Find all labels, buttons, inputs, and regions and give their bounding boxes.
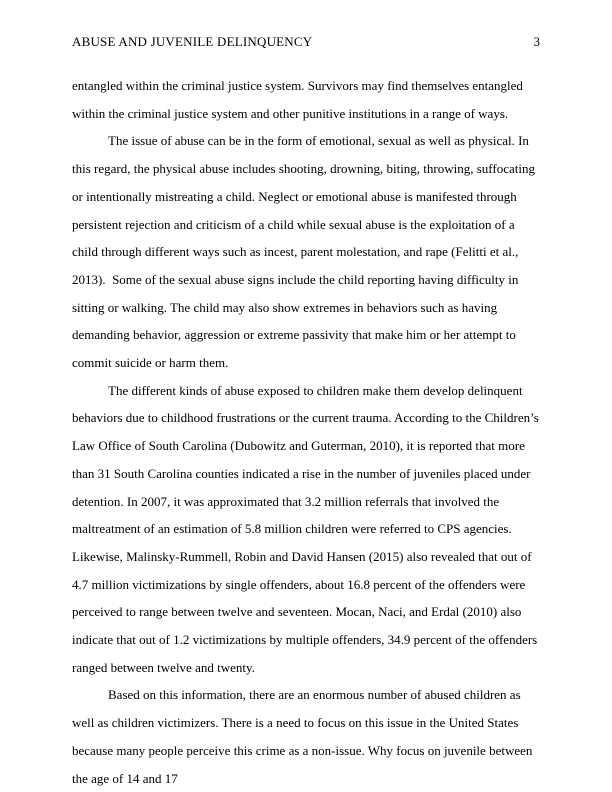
document-body	[72, 72, 543, 792]
running-head: ABUSE AND JUVENILE DELINQUENCY	[72, 34, 313, 49]
paragraph: Based on this information, there are an enormous number of abused children as well as children victimizers. There is a need to focus on this issue in the United States because many people perceive this crime as a non-issue. Why focus on juvenile between the age of 14 and 17	[72, 687, 536, 786]
paragraph: entangled within the criminal justice system. Survivors may find themselves entangled within the criminal justice system and other punitive institutions in a range of ways.	[72, 78, 527, 121]
page-header	[72, 34, 540, 50]
paragraph: The issue of abuse can be in the form of emotional, sexual as well as physical. In this regard, the physical abuse includes shooting, drowning, biting, throwing, suffocating or intentionally mistreating a child. Neglect or emotional abuse is manifested through persistent rejection and criticism of a child while sexual abuse is the exploitation of a child through different ways such as incest, parent molestation, and rape (Felitti et al., 2013). Some of the sexual abuse signs include the child reporting having difficulty in sitting or walking. The child may also show extremes in behaviors such as having demanding behavior, aggression or extreme passivity that make him or her attempt to commit suicide or harm them.	[72, 133, 539, 371]
paragraph: The different kinds of abuse exposed to children make them develop delinquent behaviors due to childhood frustrations or the current trauma. According to the Children’s Law Office of South Carolina (Dubowitz and Guterman, 2010), it is reported that more than 31 South Carolina counties indicated a rise in the number of juveniles placed under detention. In 2007, it was approximated that 3.2 million referrals that involved the maltreatment of an estimation of 5.8 million children were referred to CPS agencies. Likewise, Malinsky-Rummell, Robin and David Hansen (2015) also revealed that out of 4.7 million victimizations by single offenders, about 16.8 percent of the offenders were perceived to range between twelve and seventeen. Mocan, Naci, and Erdal (2010) also indicate that out of 1.2 victimizations by multiple offenders, 34.9 percent of the offenders ranged between twelve and twenty.	[72, 382, 543, 675]
page-number: 3	[533, 34, 540, 49]
